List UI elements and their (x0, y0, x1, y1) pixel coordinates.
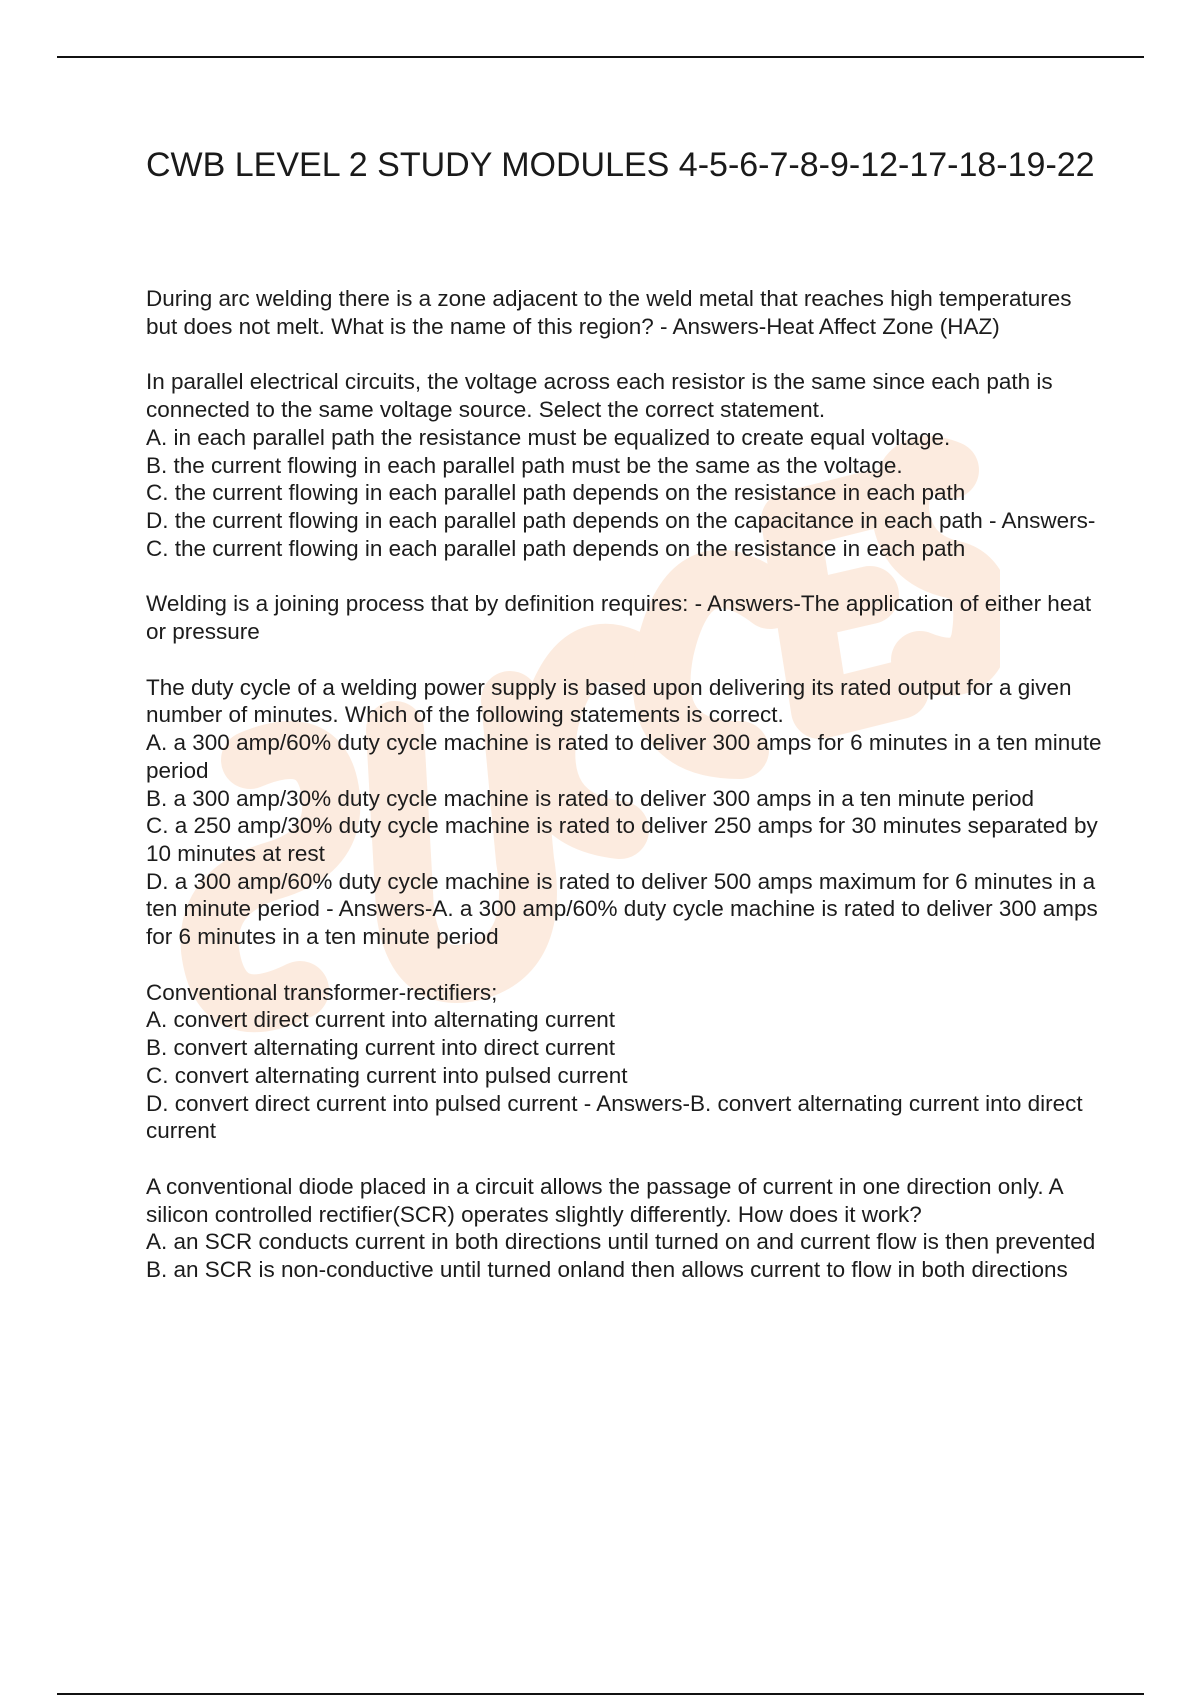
answer-option: B. the current flowing in each parallel path must be the same as the voltage. (146, 452, 903, 478)
question-item (146, 285, 1106, 340)
question-item (146, 979, 1106, 1145)
question-list (146, 285, 1106, 1312)
question-line: The duty cycle of a welding power supply is based upon delivering its rated output for a given number of minutes. Which of the following statements is correct. (146, 674, 1072, 728)
question-line: A conventional diode placed in a circuit allows the passage of current in one direction only. A silicon controlled rectifier(SCR) operates slightly differently. How does it work? (146, 1173, 1063, 1227)
answer-option: A. an SCR conducts current in both directions until turned on and current flow is then prevented (146, 1229, 1096, 1255)
question-line: Conventional transformer-rectifiers; (146, 979, 498, 1005)
question-item (146, 1173, 1106, 1284)
question-line: Welding is a joining process that by definition requires: - Answers-The application of either heat or pressure (146, 591, 1092, 645)
top-rule (57, 56, 1144, 58)
bottom-rule (57, 1693, 1144, 1695)
answer-option: C. the current flowing in each parallel path depends on the resistance in each path (146, 480, 966, 506)
document-title: CWB LEVEL 2 STUDY MODULES 4-5-6-7-8-9-12-17-18-19-22 (146, 146, 1095, 184)
answer-option: D. the current flowing in each parallel path depends on the capacitance in each path - Answers-C. the current flowing in each parallel path depends on the resistance in each path (146, 507, 1096, 561)
answer-option: A. a 300 amp/60% duty cycle machine is rated to deliver 300 amps for 6 minutes in a ten minute period (146, 730, 1102, 783)
answer-option: A. convert direct current into alternating current (146, 1007, 615, 1033)
question-item (146, 590, 1106, 645)
question-line: In parallel electrical circuits, the voltage across each resistor is the same since each path is connected to the same voltage source. Select the correct statement. (146, 369, 1053, 423)
answer-option: D. convert direct current into pulsed current - Answers-B. convert alternating current into direct current (146, 1090, 1083, 1144)
answer-option: B. a 300 amp/30% duty cycle machine is rated to deliver 300 amps in a ten minute period (146, 785, 1034, 811)
answer-option: B. an SCR is non-conductive until turned onland then allows current to flow in both directions (146, 1257, 1068, 1283)
answer-option: C. convert alternating current into pulsed current (146, 1062, 628, 1088)
answer-option: D. a 300 amp/60% duty cycle machine is rated to deliver 500 amps maximum for 6 minutes in a ten minute period - Answers-A. a 300 amp/60% duty cycle machine is rated to deliver 300 amps for 6 minutes in a ten minute period (146, 868, 1098, 950)
question-item (146, 368, 1106, 562)
answer-option: B. convert alternating current into direct current (146, 1035, 615, 1061)
answer-option: C. a 250 amp/30% duty cycle machine is rated to deliver 250 amps for 30 minutes separated by 10 minutes at rest (146, 813, 1098, 866)
question-item (146, 674, 1106, 951)
answer-option: A. in each parallel path the resistance must be equalized to create equal voltage. (146, 424, 951, 450)
question-line: During arc welding there is a zone adjacent to the weld metal that reaches high temperatures but does not melt. What is the name of this region? - Answers-Heat Affect Zone (HAZ) (146, 286, 1072, 339)
